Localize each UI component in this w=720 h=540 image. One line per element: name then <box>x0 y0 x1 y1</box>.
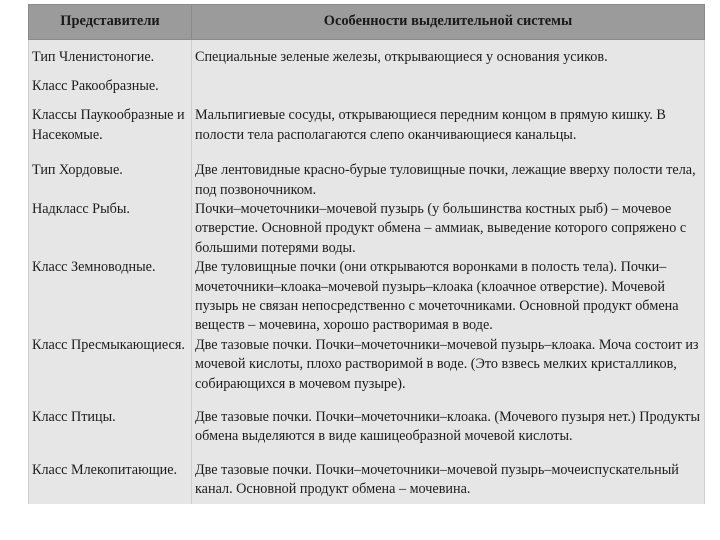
header-representatives: Представители <box>29 5 192 40</box>
table-row <box>29 106 705 145</box>
table-header-row <box>29 5 705 40</box>
row-feature: Две тазовые почки. Почки–мочеточники–клоака. (Мочевого пузыря нет.) Продукты обмена выделяются в виде кашицеобразной мочевой кислоты. <box>192 408 705 447</box>
row-feature: Почки–мочеточники–мочевой пузырь (у большинства костных рыб) – мочевое отверстие. Основной продукт обмена – аммиак, выведение которого сопряжено с большими потерями воды. <box>192 200 705 258</box>
row-feature <box>192 77 705 96</box>
table-row <box>29 336 705 394</box>
row-taxon: Классы Паукообразные и Насекомые. <box>29 106 192 145</box>
row-taxon: Тип Хордовые. <box>29 161 192 200</box>
table-row <box>29 200 705 258</box>
header-excretory-features: Особенности выделительной системы <box>192 5 705 40</box>
row-feature: Две тазовые почки. Почки–мочеточники–мочевой пузырь–клоака. Моча состоит из мочевой кислоты, плохо растворимой в воде. (Это взвесь мелких кристалликов, собирающихся в мочевом пузыре). <box>192 336 705 394</box>
row-feature: Две лентовидные красно-бурые туловищные почки, лежащие вверху полости тела, под позвоночником. <box>192 161 705 200</box>
row-taxon: Класс Птицы. <box>29 408 192 447</box>
excretory-system-table <box>28 4 705 504</box>
table-row <box>29 258 705 336</box>
row-taxon: Класс Ракообразные. <box>29 77 192 96</box>
row-taxon: Тип Членистоногие. <box>29 48 192 67</box>
row-taxon: Надкласс Рыбы. <box>29 200 192 258</box>
row-taxon: Класс Млекопитающие. <box>29 461 192 500</box>
table-row <box>29 408 705 447</box>
row-feature: Две тазовые почки. Почки–мочеточники–мочевой пузырь–мочеиспускательный канал. Основной продукт обмена – мочевина. <box>192 461 705 500</box>
row-taxon: Класс Земноводные. <box>29 258 192 336</box>
table-row <box>29 461 705 500</box>
row-taxon: Класс Пресмыкающиеся. <box>29 336 192 394</box>
row-feature: Две туловищные почки (они открываются воронками в полость тела). Почки–мочеточники–клоака–мочевой пузырь–клоака (клоачное отверстие). Мочевой пузырь не связан непосредственно с мочеточниками. Основной продукт обмена веществ – мочевина, хорошо растворимая в воде. <box>192 258 705 336</box>
row-feature: Мальпигиевые сосуды, открывающиеся передним концом в прямую кишку. В полости тела располагаются слепо оканчивающиеся канальцы. <box>192 106 705 145</box>
table-row <box>29 77 705 96</box>
table-row <box>29 161 705 200</box>
table-row <box>29 48 705 67</box>
row-feature: Специальные зеленые железы, открывающиеся у основания усиков. <box>192 48 705 67</box>
